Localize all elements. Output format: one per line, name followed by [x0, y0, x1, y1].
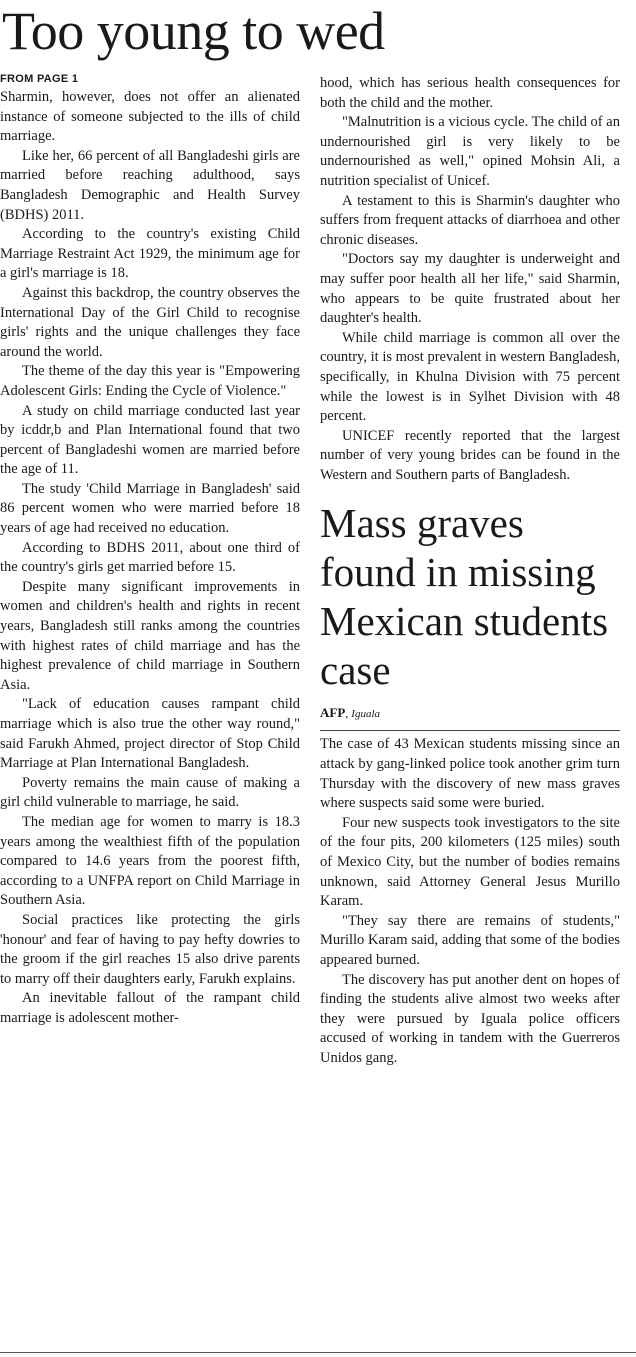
paragraph: "Malnutrition is a vicious cycle. The child of an undernourished girl is very likely to be undernourished as well," opined Mohsin Ali, a nutrition specialist of Unicef. — [320, 114, 620, 189]
byline-rule — [320, 730, 620, 731]
paragraph: A testament to this is Sharmin's daughter who suffers from frequent attacks of diarrhoea and other chronic diseases. — [320, 192, 620, 248]
paragraph: Social practices like protecting the girls 'honour' and fear of having to pay hefty dowries to the groom if the girl reaches 15 also drive parents to marry off their daughters early, Farukh explains. — [0, 911, 300, 987]
paragraph: Despite many significant improvements in women and children's health and rights in recent years, Bangladesh still ranks among the countries with highest rates of child marriage and has the highest prevalence of child marriage in Southern Asia. — [0, 578, 300, 693]
paragraph: The case of 43 Mexican students missing since an attack by gang-linked police took another grim turn Thursday with the discovery of new mass graves where suspects said some were buried. — [320, 736, 620, 812]
paragraph: "Doctors say my daughter is underweight and may suffer poor health all her life," said Sharmin, who appears to be quite frustrated about her daughter's health. — [320, 251, 620, 327]
page-bottom-rule — [0, 1352, 636, 1353]
paragraph: Four new suspects took investigators to the site of the four pits, 200 kilometers (125 miles) south of Mexico City, but the number of bodies remains unknown, said Attorney General Jesus Murillo Karam. — [320, 814, 620, 910]
byline-separator: , — [345, 706, 352, 721]
paragraph: "Lack of education causes rampant child marriage which is also true the other way round," said Farukh Ahmed, project director of Stop Child Marriage at Plan International Bangladesh. — [0, 696, 300, 772]
article2-body — [320, 735, 620, 1068]
paragraph: While child marriage is common all over the country, it is most prevalent in western Bangladesh, specifically, in Khulna Division with 75 percent while the lowest is in Sylhet Division with 48 percent. — [320, 329, 620, 425]
paragraph: Like her, 66 percent of all Bangladeshi girls are married before reaching adulthood, says Bangladesh Demographic and Health Survey (BDHS) 2011. — [0, 147, 300, 223]
paragraph: UNICEF recently reported that the largest number of very young brides can be found in the Western and Southern parts of Bangladesh. — [320, 427, 620, 483]
paragraph: An inevitable fallout of the rampant child marriage is adolescent mother- — [0, 990, 300, 1026]
paragraph: Sharmin, however, does not offer an alienated instance of someone subjected to the ills of child marriage. — [0, 89, 300, 145]
left-column — [0, 70, 300, 1029]
paragraph: The theme of the day this year is "Empowering Adolescent Girls: Ending the Cycle of Violence." — [0, 363, 300, 399]
paragraph: Poverty remains the main cause of making a girl child vulnerable to marriage, he said. — [0, 774, 300, 811]
paragraph: The study 'Child Marriage in Bangladesh' said 86 percent women who were married before 18 years of age had received no education. — [0, 480, 300, 537]
paragraph: "They say there are remains of students," Murillo Karam said, adding that some of the bodies appeared burned. — [320, 912, 620, 968]
paragraph: The discovery has put another dent on hopes of finding the students alive almost two weeks after they were pursued by Iguala police officers accused of working in tandem with the Guerreros Unidos gang. — [320, 971, 620, 1066]
paragraph: According to BDHS 2011, about one third of the country's girls get married before 15. — [0, 539, 300, 576]
right-column — [320, 74, 620, 1069]
byline-agency: AFP — [320, 705, 346, 721]
right-column-body — [320, 74, 620, 485]
paragraph: hood, which has serious health consequences for both the child and the mother. — [320, 75, 620, 111]
paragraph: According to the country's existing Child Marriage Restraint Act 1929, the minimum age for a girl's marriage is 18. — [0, 226, 300, 282]
paragraph: A study on child marriage conducted last year by icddr,b and Plan International found that two percent of Bangladeshi women are married before the age of 11. — [0, 402, 300, 478]
byline-place: Iguala — [351, 708, 381, 721]
paragraph: The median age for women to marry is 18.3 years among the wealthiest fifth of the population compared to 14.6 years from the poorest fifth, according to a UNFPA report on Child Marriage in Southern Asia. — [0, 813, 300, 909]
byline — [320, 705, 620, 722]
article2-title: Mass graves found in missing Mexican students case — [320, 500, 609, 694]
paragraph: Against this backdrop, the country observes the International Day of the Girl Child to recognise girls' rights and the unique challenges they face around the world. — [0, 284, 300, 360]
kicker: FROM PAGE 1 — [0, 73, 79, 85]
left-column-body — [0, 88, 300, 1029]
headline: Too young to wed — [2, 1, 385, 61]
